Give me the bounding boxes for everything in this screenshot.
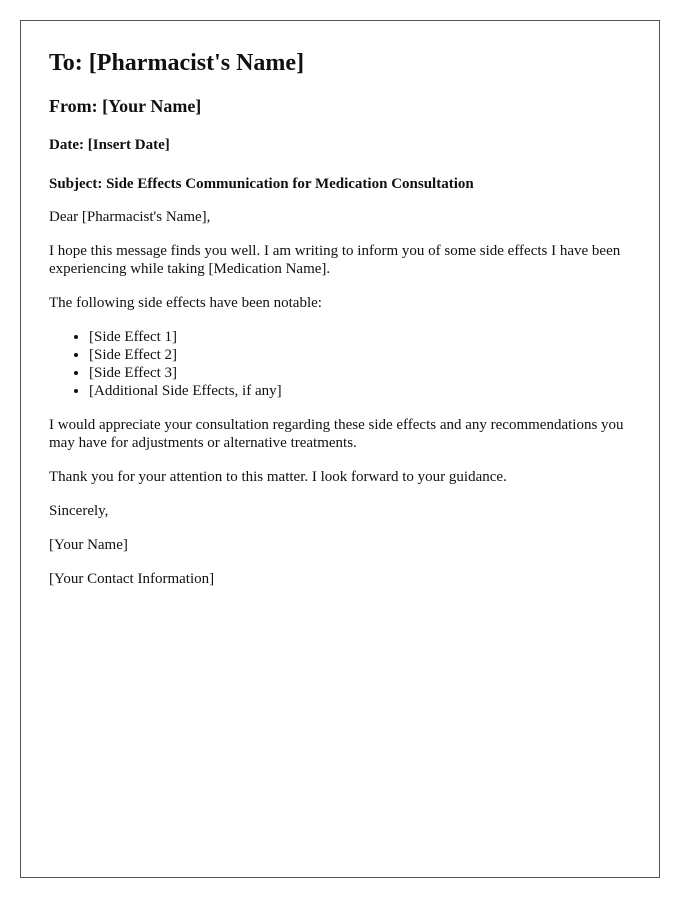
- thanks-paragraph: Thank you for your attention to this matter. I look forward to your guidance.: [49, 469, 507, 485]
- side-effects-list: [49, 328, 631, 400]
- signature-name: [Your Name]: [49, 537, 128, 553]
- letter-page: [20, 20, 660, 878]
- contact-info: [Your Contact Information]: [49, 571, 215, 587]
- from-heading: From: [Your Name]: [49, 96, 202, 116]
- letter-content: [49, 49, 631, 588]
- to-heading: To: [Pharmacist's Name]: [49, 50, 305, 76]
- list-item: • [Side Effect 2]: [89, 346, 631, 364]
- list-item: • [Additional Side Effects, if any]: [89, 382, 631, 400]
- list-item: • [Side Effect 3]: [89, 364, 631, 382]
- greeting: Dear [Pharmacist's Name],: [49, 209, 211, 225]
- list-intro: The following side effects have been notable:: [49, 295, 322, 311]
- intro-paragraph: I hope this message finds you well. I am writing to inform you of some side effects I have been experiencing while taking [Medication Name].: [49, 243, 621, 277]
- request-paragraph: I would appreciate your consultation regarding these side effects and any recommendations you may have for adjustments or alternative treatments.: [49, 417, 624, 451]
- date-line: Date: [Insert Date]: [49, 137, 170, 153]
- subject-line: Subject: Side Effects Communication for Medication Consultation: [49, 176, 474, 192]
- closing: Sincerely,: [49, 503, 109, 519]
- list-item: • [Side Effect 1]: [89, 328, 631, 346]
